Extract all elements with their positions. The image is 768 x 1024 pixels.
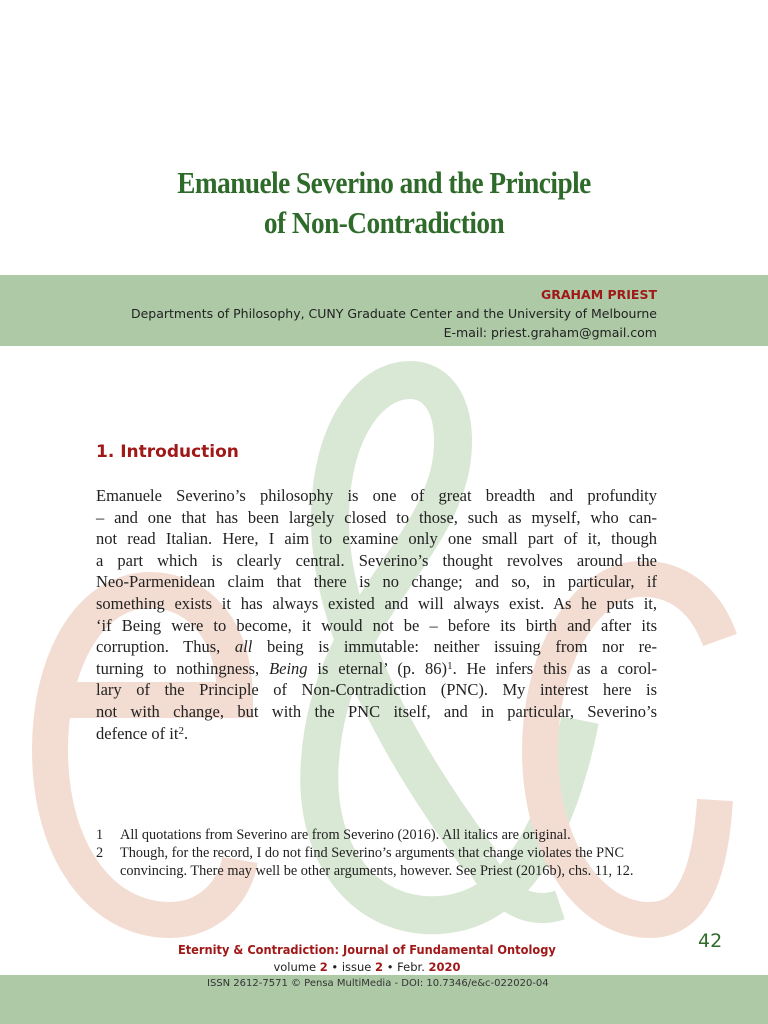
bullet: • bbox=[386, 960, 394, 974]
footnotes bbox=[96, 826, 661, 880]
footnote-ref: 1 bbox=[447, 659, 453, 672]
text-run: something exists it has always existed and will always exist. As he puts it, bbox=[96, 593, 657, 613]
author-affiliation: Departments of Philosophy, CUNY Graduate Center and the University of Melbourne bbox=[130, 306, 657, 321]
year: 2020 bbox=[428, 960, 461, 974]
paragraph-line bbox=[96, 615, 657, 637]
text-run: turning to nothingness, bbox=[96, 658, 270, 678]
paragraph-line bbox=[96, 485, 657, 507]
volume-issue bbox=[0, 960, 751, 974]
issue-label: issue bbox=[341, 960, 372, 974]
date-label: Febr. bbox=[397, 960, 425, 974]
author-email[interactable]: E-mail: priest.graham@gmail.com bbox=[443, 325, 657, 340]
footnote bbox=[96, 844, 661, 880]
text-run: being is immutable: neither issuing from nor re- bbox=[252, 637, 657, 657]
section-heading: 1. Introduction bbox=[96, 442, 239, 462]
paragraph-line bbox=[96, 636, 657, 658]
text-run: not with change, but with the PNC itself, and in particular, Severino’s bbox=[96, 701, 657, 721]
text-run: not read Italian. Here, I aim to examine only one small part of it, though bbox=[96, 529, 657, 549]
article-title bbox=[46, 163, 722, 243]
page-number: 42 bbox=[698, 930, 723, 952]
paragraph-line bbox=[96, 507, 657, 529]
paragraph-line bbox=[96, 571, 657, 593]
text-run: a part which is clearly central. Severino’s thought revolves around the bbox=[96, 550, 657, 570]
paragraph-line bbox=[96, 679, 657, 701]
volume-label: volume bbox=[273, 960, 317, 974]
author-name: GRAHAM PRIEST bbox=[541, 287, 657, 302]
footnote-number: 1 bbox=[96, 827, 104, 843]
paragraph-line bbox=[96, 723, 657, 745]
text-run: – and one that has been largely closed to those, such as myself, who can- bbox=[96, 507, 657, 527]
text-run: all bbox=[234, 637, 253, 657]
text-run: corruption. Thus, bbox=[96, 637, 235, 657]
text-run: lary of the Principle of Non-Contradiction (PNC). My interest here is bbox=[96, 680, 657, 700]
text-run: ‘if Being were to become, it would not be – before its birth and after its bbox=[96, 615, 657, 635]
issn-doi: ISSN 2612-7571 © Pensa MultiMedia - DOI: 10.7346/e&c-022020-04 bbox=[207, 978, 549, 989]
journal-footer bbox=[0, 939, 768, 974]
footnote-text: Though, for the record, I do not find Severino’s arguments that change violates the PNC convincing. There may well be other arguments, however. See Priest (2016b), chs. 11, 12. bbox=[120, 845, 634, 879]
title-line-2: of Non-Contradiction bbox=[263, 205, 505, 240]
footnote-ref: 2 bbox=[178, 724, 184, 737]
footnote-number: 2 bbox=[96, 845, 104, 861]
paragraph-line bbox=[96, 528, 657, 550]
text-run: defence of it bbox=[96, 723, 179, 743]
paragraph-line bbox=[96, 593, 657, 615]
bottom-band bbox=[0, 975, 768, 1024]
text-run: . He infers this as a corol- bbox=[452, 658, 657, 678]
text-run: Being bbox=[269, 658, 308, 678]
paragraph-line bbox=[96, 701, 657, 723]
bullet: • bbox=[331, 960, 339, 974]
paragraph-line bbox=[96, 550, 657, 572]
title-line-1: Emanuele Severino and the Principle bbox=[177, 165, 591, 200]
text-run: Emanuele Severino’s philosophy is one of great breadth and profundity bbox=[96, 486, 657, 505]
journal-title: Eternity & Contradiction: Journal of Fundamental Ontology bbox=[178, 943, 556, 957]
author-band bbox=[0, 275, 768, 346]
text-run: . bbox=[183, 723, 189, 743]
text-run: is eternal’ (p. 86) bbox=[307, 658, 448, 678]
text-run: Neo-Parmenidean claim that there is no change; and so, in particular, if bbox=[96, 572, 657, 592]
paragraph-line bbox=[96, 658, 657, 680]
issue-number: 2 bbox=[375, 960, 384, 974]
footnote bbox=[96, 826, 661, 844]
volume-number: 2 bbox=[319, 960, 328, 974]
intro-paragraph bbox=[96, 485, 657, 744]
footnote-text: All quotations from Severino are from Severino (2016). All italics are original. bbox=[120, 827, 571, 843]
